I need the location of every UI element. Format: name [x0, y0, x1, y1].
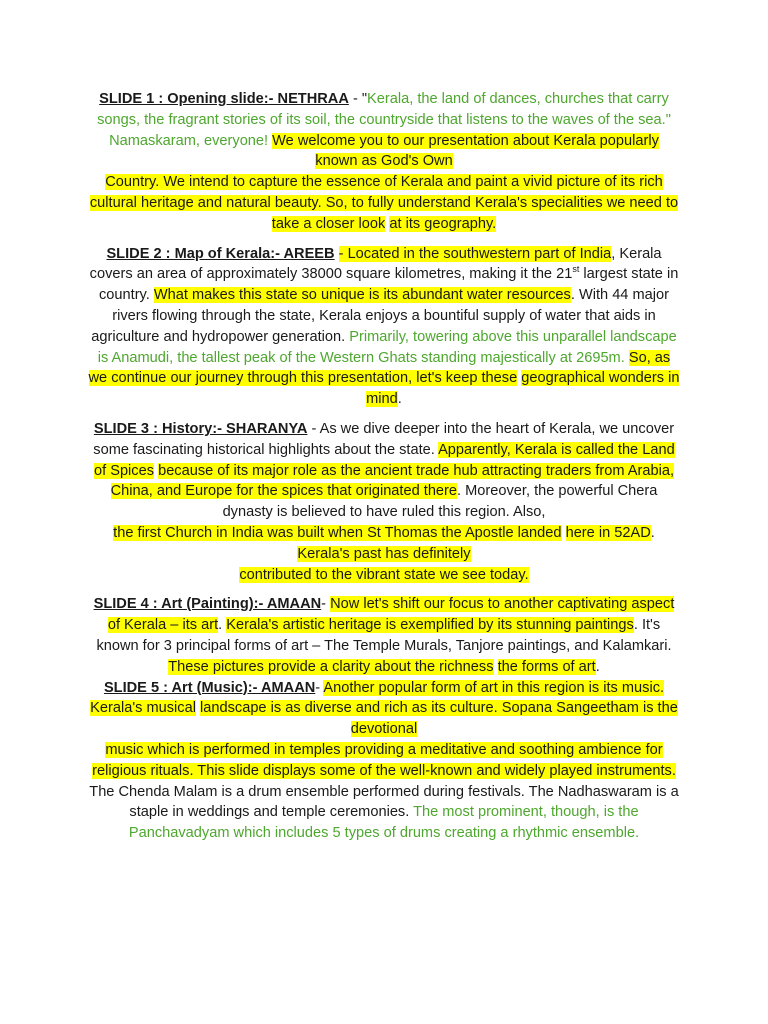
slide-5-highlight-landscape: landscape is as diverse and rich as its culture. Sopana Sangeetham is the devotional: [200, 700, 678, 738]
slide-2-text-state: largest state in country.: [99, 266, 679, 304]
text-space: [562, 525, 566, 541]
slide-3-highlight-52ad: here in 52AD: [565, 524, 651, 541]
slide-1-highlight-geography: at its geography.: [389, 215, 497, 232]
text-space: [494, 659, 498, 675]
slide-3-highlight-trade: because of its major role as the ancient trade hub attracting traders from Arabia,: [158, 462, 674, 479]
slide-5-highlight-temples: music which is performed in temples providing a meditative and soothing ambience for religious rituals. This slide displays some of the well-known and widely played instruments.: [92, 741, 676, 779]
slide-2-green-anamudi: Primarily, towering above this unparallel landscape is Anamudi, the tallest peak of the Western Ghats standing majestically at 2695m.: [97, 328, 677, 366]
slide-1-quote: Kerala, the land of dances, churches that carry songs, the fragrant stories of its soil, the countryside that listens to the waves of the sea." Namaskaram, everyone!: [97, 91, 671, 149]
slide-2-text-end: .: [397, 391, 402, 408]
slide-3-paragraph: [88, 419, 680, 481]
slide-1-dash: - ": [348, 91, 368, 107]
slide-3-paragraph-cont: [88, 481, 680, 523]
slide-3-paragraph-past: [88, 544, 680, 565]
slide-3-paragraph-vibrant: [88, 565, 680, 586]
slide-3-highlight-china: China, and Europe for the spices that originated there: [110, 483, 458, 500]
slide-4-text-forms: . It's known for 3 principal forms of art – The Temple Murals, Tanjore paintings, and Kalamkari.: [96, 617, 672, 654]
slide-4-dash: -: [321, 596, 331, 613]
slide-5-dash: -: [315, 679, 324, 696]
slide-2-text-rivers: . With 44 major rivers flowing through the state, Kerala enjoys a bountiful supply of water that aids in agriculture and hydropower generation.: [91, 287, 669, 345]
slide-2-text-area: , Kerala covers an area of approximately 38000 square kilometres, making it the 21: [89, 245, 662, 283]
slide-4-text-period: .: [218, 617, 227, 634]
slide-5-highlight-music: Another popular form of art in this region is its music. Kerala's musical: [90, 679, 665, 717]
slide-3-highlight-vibrant: contributed to the vibrant state we see today.: [239, 566, 529, 583]
slide-5-paragraph: [88, 678, 680, 740]
slide-4-highlight-clarity: These pictures provide a clarity about the richness: [168, 658, 494, 675]
slide-4-heading: SLIDE 4 : Art (Painting):- AMAAN: [93, 596, 322, 613]
slide-3-highlight-past: Kerala's past has definitely: [297, 545, 471, 562]
slide-1-heading: SLIDE 1 : Opening slide:- NETHRAA: [99, 91, 349, 107]
slide-3-highlight-spices: Apparently, Kerala is called the Land of Spices: [93, 441, 675, 479]
slide-1-paragraph-cont: [88, 172, 680, 234]
slide-3-text-intro: - As we dive deeper into the heart of Kerala, we uncover some fascinating historical highlights about the state.: [93, 420, 675, 458]
slide-2-heading: SLIDE 2 : Map of Kerala:- AREEB: [106, 245, 335, 262]
slide-2-highlight-journey: So, as we continue our journey through this presentation, let's keep these: [88, 349, 671, 387]
slide-2-highlight-water: What makes this state so unique is its abundant water resources: [153, 287, 571, 304]
slide-2-paragraph: [88, 244, 680, 410]
slide-4-paragraph: [88, 594, 680, 677]
slide-3-highlight-church: the first Church in India was built when St Thomas the Apostle landed: [113, 524, 562, 541]
slide-5-text-chenda: The Chenda Malam is a drum ensemble performed during festivals. The Nadhaswaram is a staple in weddings and temple ceremonies.: [89, 783, 679, 821]
slide-5-paragraph-cont: [88, 740, 680, 844]
slide-3-text-period: .: [650, 524, 655, 541]
slide-5-heading: SLIDE 5 : Art (Music):- AMAAN: [103, 679, 316, 696]
slide-2-highlight-wonders: geographical wonders in mind: [366, 370, 680, 408]
slide-3-text-chera: . Moreover, the powerful Chera dynasty is believed to have ruled this region. Also,: [222, 483, 658, 521]
slide-4-highlight-paintings: Kerala's artistic heritage is exemplified by its stunning paintings: [226, 617, 634, 634]
slide-5-green-panchavadyam: The most prominent, though, is the Panchavadyam which includes 5 types of drums creating a rhythmic ensemble.: [128, 804, 640, 842]
slide-1-highlight-welcome: We welcome you to our presentation about Kerala popularly known as God's Own: [272, 132, 659, 170]
slide-1-paragraph: [88, 89, 680, 172]
slide-3-paragraph-church: [88, 523, 680, 544]
slide-2-highlight-location: - Located in the southwestern part of India: [338, 245, 612, 262]
slide-4-text-end: .: [595, 658, 600, 675]
slide-1-highlight-country: Country. We intend to capture the essence of Kerala and paint a vivid picture of its rich cultural heritage and natural beauty. So, to fully understand Kerala's specialities we need to take a closer look: [89, 174, 679, 232]
slide-2-superscript: st: [572, 264, 580, 275]
slide-4-highlight-forms: the forms of art: [497, 658, 596, 675]
slide-4-highlight-art: Now let's shift our focus to another captivating aspect of Kerala – its art: [107, 596, 675, 634]
slide-3-heading: SLIDE 3 : History:- SHARANYA: [93, 420, 308, 437]
